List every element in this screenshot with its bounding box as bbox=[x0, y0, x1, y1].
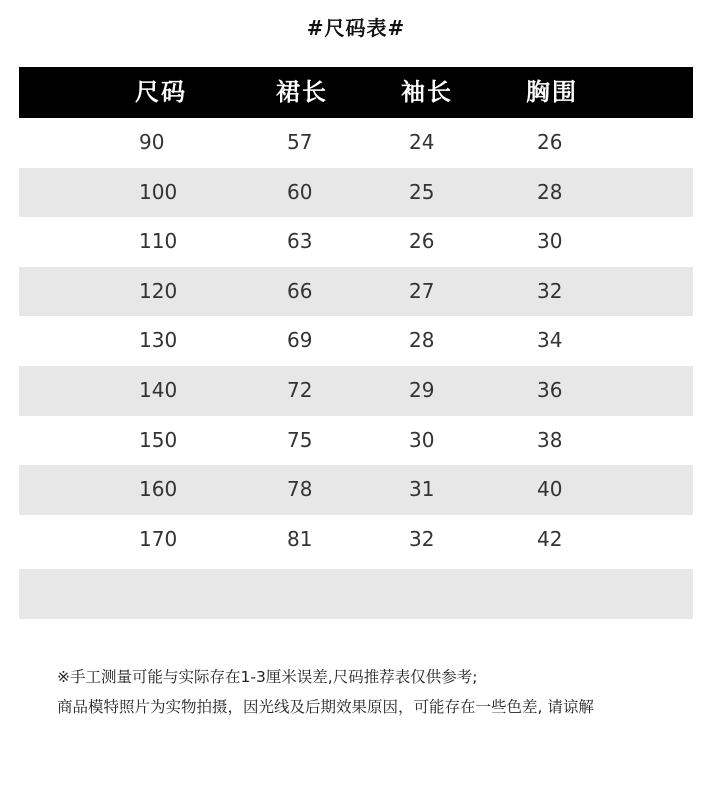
table-row bbox=[19, 515, 693, 565]
table-cell: 100 bbox=[139, 179, 178, 204]
table-cell: 150 bbox=[139, 427, 178, 452]
table-row bbox=[19, 118, 693, 168]
table-cell: 66 bbox=[287, 278, 313, 303]
table-cell: 90 bbox=[139, 130, 165, 154]
table-cell: 57 bbox=[287, 130, 313, 154]
table-cell: 29 bbox=[409, 377, 435, 402]
table-row bbox=[19, 267, 693, 317]
table-cell: 24 bbox=[409, 130, 435, 154]
table-cell: 170 bbox=[139, 526, 178, 551]
table-cell: 120 bbox=[139, 278, 178, 303]
table-cell: 38 bbox=[537, 427, 563, 452]
table-cell: 69 bbox=[287, 328, 313, 353]
table-cell: 72 bbox=[287, 377, 313, 402]
table-cell: 40 bbox=[537, 477, 563, 502]
table-cell: 81 bbox=[287, 526, 313, 551]
table-cell: 30 bbox=[537, 229, 563, 254]
table-cell: 28 bbox=[537, 179, 563, 204]
table-cell: 31 bbox=[409, 477, 435, 502]
table-header-row bbox=[19, 67, 693, 118]
table-cell: 75 bbox=[287, 427, 313, 452]
table-cell: 28 bbox=[409, 328, 435, 353]
table-row bbox=[19, 316, 693, 366]
table-cell: 110 bbox=[139, 229, 178, 254]
table-cell: 36 bbox=[537, 377, 563, 402]
table-row bbox=[19, 465, 693, 515]
table-cell: 26 bbox=[409, 229, 435, 254]
table-cell: 30 bbox=[409, 427, 435, 452]
size-chart-table bbox=[19, 67, 693, 564]
table-cell: 78 bbox=[287, 477, 313, 502]
column-header-skirt-length: 裙长 bbox=[276, 78, 328, 106]
table-cell: 60 bbox=[287, 179, 313, 204]
column-header-sleeve-length: 袖长 bbox=[401, 78, 453, 106]
table-cell: 26 bbox=[537, 130, 563, 154]
empty-table-row bbox=[19, 569, 693, 619]
table-cell: 140 bbox=[139, 377, 178, 402]
table-cell: 32 bbox=[409, 526, 435, 551]
color-disclaimer-note: 商品模特照片为实物拍摄，因光线及后期效果原因，可能存在一些色差, 请谅解 bbox=[57, 698, 594, 716]
table-cell: 63 bbox=[287, 229, 313, 254]
table-cell: 32 bbox=[537, 278, 563, 303]
notes-block bbox=[57, 662, 697, 722]
table-row bbox=[19, 366, 693, 416]
column-header-size: 尺码 bbox=[135, 78, 187, 106]
table-cell: 27 bbox=[409, 278, 435, 303]
table-cell: 25 bbox=[409, 179, 435, 204]
table-cell: 160 bbox=[139, 477, 178, 502]
table-row bbox=[19, 168, 693, 218]
table-row bbox=[19, 217, 693, 267]
table-row bbox=[19, 416, 693, 466]
column-header-chest: 胸围 bbox=[526, 78, 578, 106]
page-title: #尺码表# bbox=[306, 16, 406, 40]
table-cell: 130 bbox=[139, 328, 178, 353]
table-cell: 34 bbox=[537, 328, 563, 353]
table-cell: 42 bbox=[537, 526, 563, 551]
measurement-note: ※手工测量可能与实际存在1-3厘米误差,尺码推荐表仅供参考; bbox=[57, 668, 478, 686]
